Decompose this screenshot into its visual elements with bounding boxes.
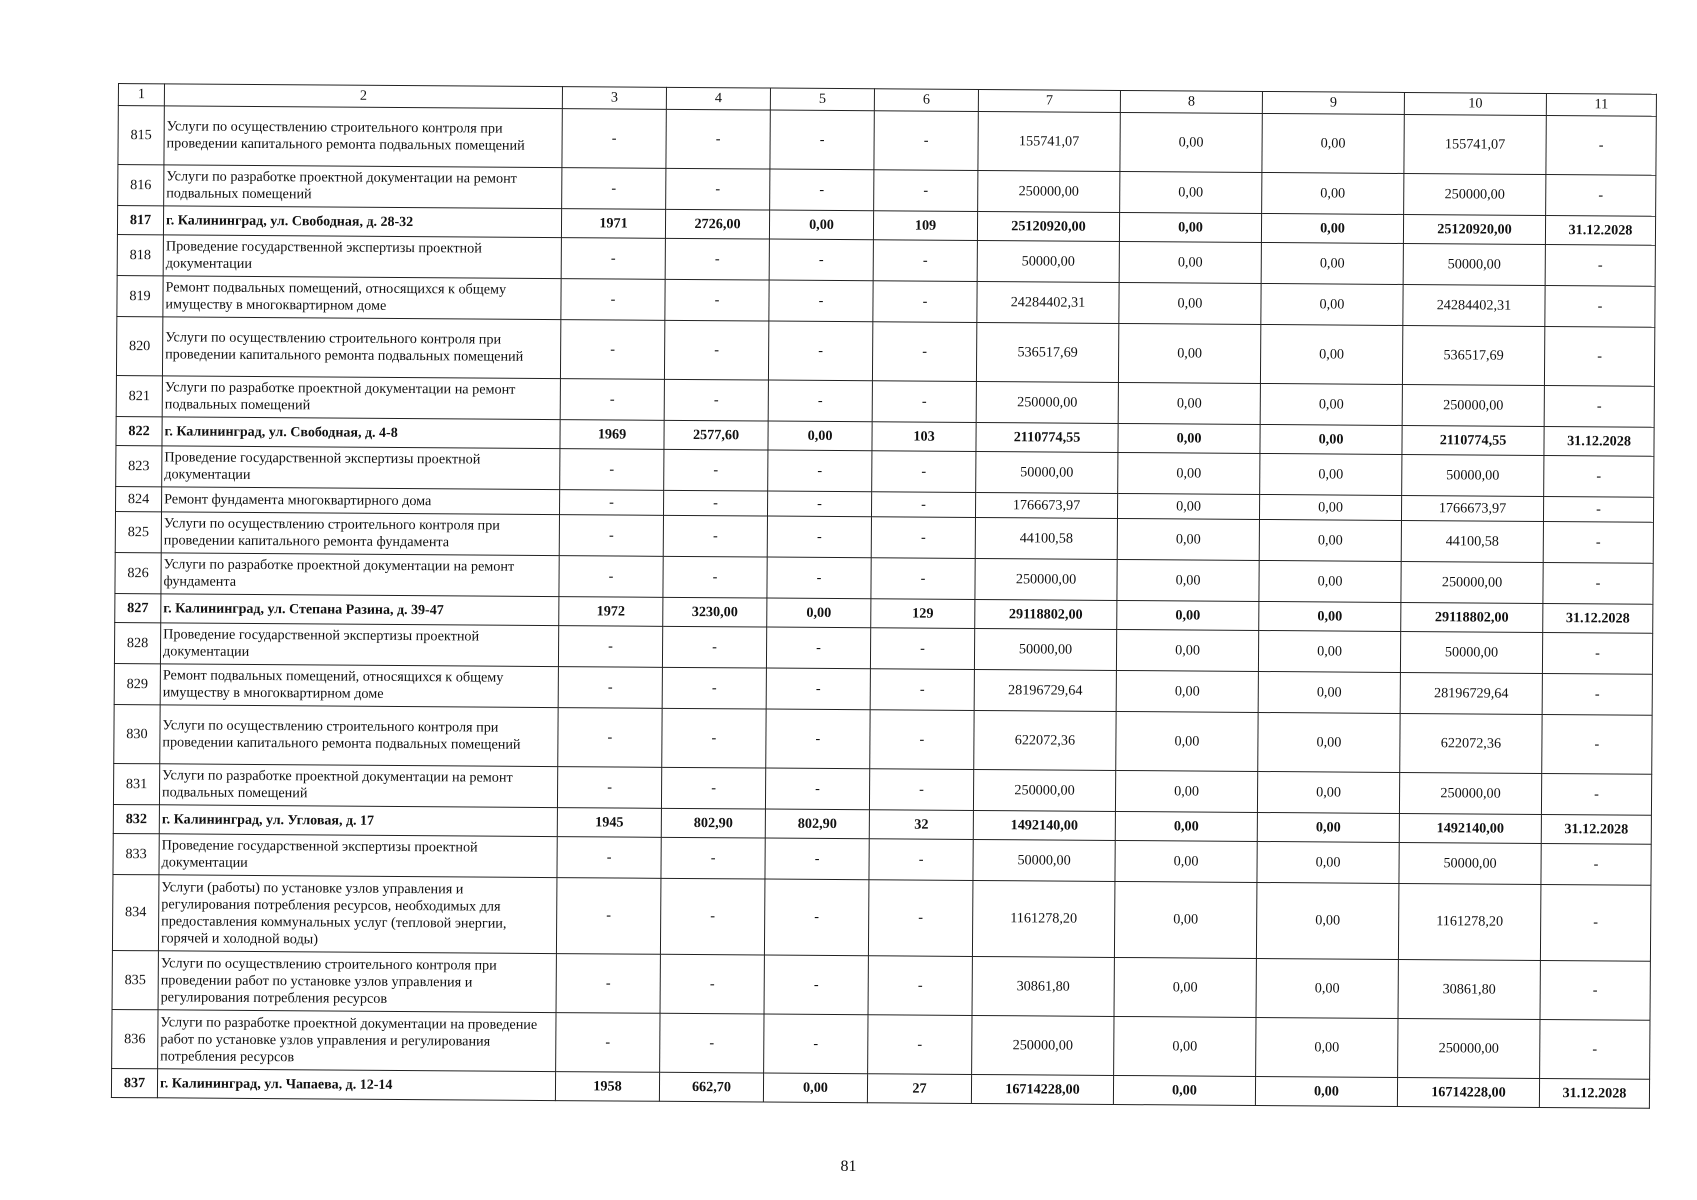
work-item-row bbox=[112, 1009, 1650, 1079]
fund-cost-cell: 0,00 bbox=[1116, 629, 1258, 671]
row-number-cell: 822 bbox=[116, 416, 162, 445]
total-cost-cell: 50000,00 bbox=[974, 628, 1116, 670]
total-area-cell: - bbox=[666, 109, 770, 169]
column-header: 11 bbox=[1546, 93, 1656, 116]
work-item-row bbox=[112, 950, 1650, 1020]
column-header: 8 bbox=[1120, 90, 1262, 113]
deadline-cell: - bbox=[1543, 562, 1653, 604]
row-number-cell: 821 bbox=[116, 375, 162, 416]
work-name-cell: Ремонт подвальных помещений, относящихся к общему имуществу в многоквартирном доме bbox=[160, 664, 558, 708]
row-number-cell: 819 bbox=[117, 275, 163, 316]
residents-count-cell: - bbox=[868, 1015, 972, 1075]
fund-cost-cell: 0,00 bbox=[1117, 518, 1259, 560]
budget-cost-cell: 0,00 bbox=[1255, 1076, 1397, 1106]
residential-area-cell: - bbox=[765, 768, 869, 810]
deadline-cell: - bbox=[1543, 521, 1653, 563]
document-sheet bbox=[111, 83, 1656, 1109]
residents-count-cell: 27 bbox=[867, 1074, 971, 1104]
residential-area-cell: 0,00 bbox=[768, 421, 872, 451]
residents-count-cell: - bbox=[868, 880, 973, 957]
owners-cost-cell: 50000,00 bbox=[1399, 842, 1541, 884]
fund-cost-cell: 0,00 bbox=[1118, 382, 1260, 424]
total-area-cell: - bbox=[665, 238, 769, 280]
fund-cost-cell: 0,00 bbox=[1115, 840, 1257, 882]
budget-cost-cell: 0,00 bbox=[1259, 601, 1401, 631]
owners-cost-cell: 24284402,31 bbox=[1403, 284, 1545, 326]
total-area-cell: - bbox=[664, 379, 768, 421]
total-cost-cell: 250000,00 bbox=[976, 382, 1118, 424]
work-name-cell: Услуги по осуществлению строительного контроля при проведении капитального ремонта подвальных помещений bbox=[160, 705, 558, 767]
owners-cost-cell: 250000,00 bbox=[1401, 561, 1543, 603]
fund-cost-cell: 0,00 bbox=[1120, 112, 1262, 172]
budget-cost-cell: 0,00 bbox=[1260, 324, 1402, 384]
total-area-cell: 802,90 bbox=[661, 808, 765, 838]
row-number-cell: 826 bbox=[115, 552, 161, 593]
budget-cost-cell: 0,00 bbox=[1257, 841, 1399, 883]
budget-cost-cell: 0,00 bbox=[1262, 172, 1404, 214]
budget-cost-cell: 0,00 bbox=[1257, 812, 1399, 842]
row-number-cell: 827 bbox=[115, 593, 161, 622]
year-built-cell: 1971 bbox=[561, 209, 665, 239]
residents-count-cell: - bbox=[868, 956, 972, 1016]
year-built-cell: 1972 bbox=[559, 597, 663, 627]
deadline-cell: - bbox=[1544, 326, 1654, 386]
work-item-row bbox=[114, 704, 1652, 774]
fund-cost-cell: 0,00 bbox=[1118, 452, 1260, 494]
residents-count-cell: - bbox=[873, 281, 977, 323]
deadline-cell: 31.12.2028 bbox=[1541, 814, 1651, 844]
work-name-cell: Ремонт фундамента многоквартирного дома bbox=[162, 487, 560, 515]
residential-area-cell: 0,00 bbox=[767, 598, 871, 628]
owners-cost-cell: 1161278,20 bbox=[1398, 883, 1541, 960]
residential-area-cell: 802,90 bbox=[765, 809, 869, 839]
total-area-cell: - bbox=[663, 515, 767, 557]
row-number-cell: 825 bbox=[115, 511, 161, 552]
budget-cost-cell: 0,00 bbox=[1260, 383, 1402, 425]
year-built-cell: 1958 bbox=[555, 1072, 659, 1102]
total-cost-cell: 1766673,97 bbox=[975, 492, 1117, 518]
owners-cost-cell: 250000,00 bbox=[1402, 384, 1544, 426]
total-cost-cell: 622072,36 bbox=[974, 710, 1116, 770]
budget-cost-cell: 0,00 bbox=[1258, 630, 1400, 672]
total-cost-cell: 155741,07 bbox=[978, 112, 1120, 172]
row-number-cell: 820 bbox=[116, 316, 162, 375]
total-cost-cell: 16714228,00 bbox=[971, 1074, 1113, 1104]
residents-count-cell: - bbox=[871, 517, 975, 559]
residential-area-cell: - bbox=[764, 955, 868, 1015]
year-built-cell: - bbox=[560, 320, 664, 380]
deadline-cell: 31.12.2028 bbox=[1545, 215, 1655, 245]
work-name-cell: г. Калининград, ул. Чапаева, д. 12-14 bbox=[157, 1069, 555, 1101]
column-header: 7 bbox=[978, 90, 1120, 113]
budget-cost-cell: 0,00 bbox=[1257, 771, 1399, 813]
total-area-cell: - bbox=[660, 878, 765, 955]
total-area-cell: 2726,00 bbox=[665, 209, 769, 239]
year-built-cell: - bbox=[557, 767, 661, 809]
row-number-cell: 836 bbox=[112, 1009, 158, 1068]
owners-cost-cell: 28196729,64 bbox=[1400, 672, 1542, 714]
owners-cost-cell: 16714228,00 bbox=[1397, 1077, 1539, 1107]
residential-area-cell: - bbox=[766, 627, 870, 669]
residents-count-cell: - bbox=[869, 839, 973, 881]
deadline-cell: - bbox=[1540, 960, 1650, 1020]
total-cost-cell: 1161278,20 bbox=[972, 880, 1115, 957]
row-number-cell: 837 bbox=[111, 1068, 157, 1097]
total-area-cell: 2577,60 bbox=[664, 420, 768, 450]
work-name-cell: Услуги по разработке проектной документации на ремонт подвальных помещений bbox=[164, 165, 562, 209]
row-number-cell: 818 bbox=[117, 234, 163, 275]
fund-cost-cell: 0,00 bbox=[1118, 323, 1260, 383]
column-header: 9 bbox=[1262, 91, 1404, 114]
owners-cost-cell: 50000,00 bbox=[1400, 631, 1542, 673]
work-name-cell: Услуги по разработке проектной документации на ремонт подвальных помещений bbox=[162, 376, 560, 420]
year-built-cell: - bbox=[557, 837, 661, 879]
deadline-cell: - bbox=[1543, 496, 1653, 522]
deadline-cell: - bbox=[1542, 673, 1652, 715]
total-area-cell: - bbox=[661, 837, 765, 879]
fund-cost-cell: 0,00 bbox=[1119, 212, 1261, 242]
owners-cost-cell: 155741,07 bbox=[1404, 114, 1546, 174]
residential-area-cell: 0,00 bbox=[763, 1073, 867, 1103]
residential-area-cell: - bbox=[766, 668, 870, 710]
year-built-cell: - bbox=[559, 556, 663, 598]
residential-area-cell: - bbox=[766, 709, 870, 769]
deadline-cell: 31.12.2028 bbox=[1539, 1078, 1649, 1108]
owners-cost-cell: 250000,00 bbox=[1404, 173, 1546, 215]
budget-cost-cell: 0,00 bbox=[1261, 283, 1403, 325]
fund-cost-cell: 0,00 bbox=[1117, 600, 1259, 630]
budget-cost-cell: 0,00 bbox=[1256, 882, 1399, 959]
owners-cost-cell: 2110774,55 bbox=[1402, 425, 1544, 455]
total-cost-cell: 50000,00 bbox=[977, 241, 1119, 283]
deadline-cell: - bbox=[1542, 632, 1652, 674]
budget-cost-cell: 0,00 bbox=[1262, 113, 1404, 173]
row-number-cell: 835 bbox=[112, 950, 158, 1009]
year-built-cell: - bbox=[562, 168, 666, 210]
deadline-cell: - bbox=[1540, 1019, 1650, 1079]
fund-cost-cell: 0,00 bbox=[1118, 423, 1260, 453]
residential-area-cell: - bbox=[769, 239, 873, 281]
fund-cost-cell: 0,00 bbox=[1115, 811, 1257, 841]
budget-cost-cell: 0,00 bbox=[1258, 671, 1400, 713]
total-area-cell: - bbox=[666, 168, 770, 210]
total-area-cell: - bbox=[664, 449, 768, 491]
fund-cost-cell: 0,00 bbox=[1119, 241, 1261, 283]
deadline-cell: 31.12.2028 bbox=[1543, 603, 1653, 633]
deadline-cell: - bbox=[1544, 455, 1654, 497]
year-built-cell: - bbox=[561, 279, 665, 321]
column-header: 6 bbox=[874, 89, 978, 112]
row-number-cell: 833 bbox=[113, 833, 159, 874]
column-header: 1 bbox=[118, 84, 164, 106]
row-number-cell: 828 bbox=[114, 622, 160, 663]
row-number-cell: 829 bbox=[114, 663, 160, 704]
deadline-cell: - bbox=[1541, 773, 1651, 815]
work-name-cell: Ремонт подвальных помещений, относящихся к общему имуществу в многоквартирном доме bbox=[163, 276, 561, 320]
work-name-cell: Проведение государственной экспертизы проектной документации bbox=[163, 235, 561, 279]
work-name-cell: Услуги по осуществлению строительного контроля при проведении капитального ремонта подвальных помещений bbox=[164, 106, 562, 168]
total-area-cell: - bbox=[660, 954, 764, 1014]
budget-cost-cell: 0,00 bbox=[1260, 453, 1402, 495]
residential-area-cell: - bbox=[764, 1014, 868, 1074]
total-area-cell: - bbox=[664, 320, 768, 380]
budget-cost-cell: 0,00 bbox=[1256, 958, 1398, 1018]
total-cost-cell: 29118802,00 bbox=[975, 599, 1117, 629]
residents-count-cell: 109 bbox=[873, 211, 977, 241]
work-name-cell: Услуги по разработке проектной документации на ремонт подвальных помещений bbox=[159, 764, 557, 808]
total-area-cell: 662,70 bbox=[659, 1072, 763, 1102]
fund-cost-cell: 0,00 bbox=[1114, 1016, 1256, 1076]
residential-area-cell: - bbox=[770, 110, 874, 170]
total-cost-cell: 250000,00 bbox=[975, 558, 1117, 600]
row-number-cell: 834 bbox=[112, 874, 159, 950]
residential-area-cell: - bbox=[770, 169, 874, 211]
year-built-cell: - bbox=[560, 379, 664, 421]
row-number-cell: 817 bbox=[117, 206, 163, 235]
budget-cost-cell: 0,00 bbox=[1259, 519, 1401, 561]
residents-count-cell: - bbox=[871, 492, 975, 518]
owners-cost-cell: 622072,36 bbox=[1400, 713, 1542, 773]
total-cost-cell: 44100,58 bbox=[975, 517, 1117, 559]
work-name-cell: г. Калининград, ул. Угловая, д. 17 bbox=[159, 805, 557, 837]
owners-cost-cell: 44100,58 bbox=[1401, 520, 1543, 562]
residents-count-cell: - bbox=[873, 240, 977, 282]
residents-count-cell: - bbox=[870, 710, 974, 770]
column-header: 5 bbox=[770, 88, 874, 111]
fund-cost-cell: 0,00 bbox=[1116, 670, 1258, 712]
residents-count-cell: - bbox=[874, 170, 978, 212]
total-area-cell: - bbox=[661, 767, 765, 809]
total-area-cell: - bbox=[665, 279, 769, 321]
year-built-cell: - bbox=[558, 708, 662, 768]
work-name-cell: Проведение государственной экспертизы проектной документации bbox=[159, 834, 557, 878]
residential-area-cell: - bbox=[767, 516, 871, 558]
owners-cost-cell: 1492140,00 bbox=[1399, 813, 1541, 843]
residents-count-cell: - bbox=[872, 381, 976, 423]
year-built-cell: - bbox=[558, 626, 662, 668]
residents-count-cell: - bbox=[874, 111, 978, 171]
residential-area-cell: - bbox=[768, 321, 872, 381]
work-name-cell: Услуги по осуществлению строительного контроля при проведении капитального ремонта подвальных помещений bbox=[162, 317, 560, 379]
budget-cost-cell: 0,00 bbox=[1260, 424, 1402, 454]
column-header: 3 bbox=[562, 87, 666, 110]
owners-cost-cell: 25120920,00 bbox=[1403, 214, 1545, 244]
fund-cost-cell: 0,00 bbox=[1114, 957, 1256, 1017]
total-cost-cell: 50000,00 bbox=[976, 451, 1118, 493]
owners-cost-cell: 536517,69 bbox=[1402, 325, 1544, 385]
page-number: 81 bbox=[840, 1158, 857, 1175]
year-built-cell: 1969 bbox=[560, 420, 664, 450]
total-cost-cell: 24284402,31 bbox=[977, 282, 1119, 324]
fund-cost-cell: 0,00 bbox=[1116, 711, 1258, 771]
budget-cost-cell: 0,00 bbox=[1259, 560, 1401, 602]
total-cost-cell: 2110774,55 bbox=[976, 422, 1118, 452]
residents-count-cell: 103 bbox=[872, 422, 976, 452]
year-built-cell: - bbox=[556, 1013, 660, 1073]
column-header: 10 bbox=[1404, 92, 1546, 115]
residents-count-cell: - bbox=[871, 558, 975, 600]
fund-cost-cell: 0,00 bbox=[1117, 493, 1259, 519]
total-area-cell: - bbox=[662, 626, 766, 668]
work-name-cell: г. Калининград, ул. Свободная, д. 4-8 bbox=[162, 417, 560, 449]
fund-cost-cell: 0,00 bbox=[1113, 1075, 1255, 1105]
year-built-cell: - bbox=[559, 490, 663, 516]
row-number-cell: 815 bbox=[118, 106, 164, 165]
work-item-row bbox=[118, 106, 1656, 176]
deadline-cell: - bbox=[1545, 285, 1655, 327]
total-area-cell: - bbox=[662, 708, 766, 768]
deadline-cell: - bbox=[1544, 385, 1654, 427]
year-built-cell: - bbox=[558, 667, 662, 709]
residential-area-cell: - bbox=[768, 450, 872, 492]
owners-cost-cell: 250000,00 bbox=[1399, 772, 1541, 814]
work-name-cell: г. Калининград, ул. Свободная, д. 28-32 bbox=[163, 206, 561, 238]
owners-cost-cell: 250000,00 bbox=[1398, 1018, 1540, 1078]
total-cost-cell: 536517,69 bbox=[976, 323, 1118, 383]
budget-cost-cell: 0,00 bbox=[1261, 213, 1403, 243]
work-name-cell: Услуги по разработке проектной документации на ремонт фундамента bbox=[161, 553, 559, 597]
residential-area-cell: - bbox=[768, 380, 872, 422]
residential-area-cell: 0,00 bbox=[769, 210, 873, 240]
residents-count-cell: 32 bbox=[869, 810, 973, 840]
budget-cost-cell: 0,00 bbox=[1261, 242, 1403, 284]
owners-cost-cell: 30861,80 bbox=[1398, 959, 1540, 1019]
total-area-cell: - bbox=[663, 490, 767, 516]
fund-cost-cell: 0,00 bbox=[1119, 282, 1261, 324]
owners-cost-cell: 50000,00 bbox=[1403, 243, 1545, 285]
row-number-cell: 824 bbox=[116, 486, 162, 511]
total-cost-cell: 30861,80 bbox=[972, 956, 1114, 1016]
residential-area-cell: - bbox=[769, 280, 873, 322]
repair-register-table bbox=[111, 83, 1657, 1109]
budget-cost-cell: 0,00 bbox=[1258, 712, 1400, 772]
residents-count-cell: - bbox=[872, 451, 976, 493]
work-item-row bbox=[112, 874, 1650, 961]
deadline-cell: - bbox=[1546, 115, 1656, 175]
year-built-cell: - bbox=[556, 878, 661, 955]
deadline-cell: 31.12.2028 bbox=[1544, 426, 1654, 456]
year-built-cell: 1945 bbox=[557, 808, 661, 838]
work-name-cell: Услуги по разработке проектной документации на проведение работ по установке узлов управления и регулирования потребления ресурсов bbox=[158, 1010, 556, 1072]
total-area-cell: - bbox=[660, 1013, 764, 1073]
deadline-cell: - bbox=[1546, 174, 1656, 216]
total-cost-cell: 25120920,00 bbox=[977, 212, 1119, 242]
fund-cost-cell: 0,00 bbox=[1114, 881, 1257, 958]
total-cost-cell: 250000,00 bbox=[972, 1015, 1114, 1075]
work-name-cell: Услуги (работы) по установке узлов управления и регулирования потребления ресурсов, необходимых для предоставления коммунальных услуг (тепловой энергии, горячей и холодной воды) bbox=[158, 875, 557, 954]
row-number-cell: 832 bbox=[113, 804, 159, 833]
row-number-cell: 823 bbox=[116, 445, 162, 486]
total-area-cell: 3230,00 bbox=[663, 597, 767, 627]
owners-cost-cell: 1766673,97 bbox=[1401, 495, 1543, 521]
deadline-cell: - bbox=[1545, 244, 1655, 286]
owners-cost-cell: 50000,00 bbox=[1402, 454, 1544, 496]
work-name-cell: Проведение государственной экспертизы проектной документации bbox=[162, 446, 560, 490]
total-cost-cell: 28196729,64 bbox=[974, 669, 1116, 711]
work-name-cell: г. Калининград, ул. Степана Разина, д. 39-47 bbox=[161, 594, 559, 626]
total-cost-cell: 1492140,00 bbox=[973, 810, 1115, 840]
total-area-cell: - bbox=[663, 556, 767, 598]
residential-area-cell: - bbox=[767, 491, 871, 517]
fund-cost-cell: 0,00 bbox=[1120, 171, 1262, 213]
year-built-cell: - bbox=[562, 109, 666, 169]
work-name-cell: Услуги по осуществлению строительного контроля при проведении работ по установке узлов управления и регулирования потребления ресурсов bbox=[158, 951, 556, 1013]
deadline-cell: - bbox=[1540, 884, 1651, 961]
total-cost-cell: 250000,00 bbox=[973, 769, 1115, 811]
residential-area-cell: - bbox=[767, 557, 871, 599]
year-built-cell: - bbox=[556, 954, 660, 1014]
work-name-cell: Проведение государственной экспертизы проектной документации bbox=[160, 623, 558, 667]
year-built-cell: - bbox=[559, 515, 663, 557]
residents-count-cell: - bbox=[869, 769, 973, 811]
year-built-cell: - bbox=[560, 449, 664, 491]
deadline-cell: - bbox=[1542, 714, 1652, 774]
residents-count-cell: - bbox=[872, 322, 976, 382]
column-header: 4 bbox=[666, 87, 770, 110]
residents-count-cell: - bbox=[870, 628, 974, 670]
year-built-cell: - bbox=[561, 238, 665, 280]
total-cost-cell: 250000,00 bbox=[978, 171, 1120, 213]
residents-count-cell: 129 bbox=[871, 599, 975, 629]
residents-count-cell: - bbox=[870, 669, 974, 711]
column-header: 2 bbox=[164, 84, 562, 109]
total-cost-cell: 50000,00 bbox=[973, 839, 1115, 881]
row-number-cell: 816 bbox=[118, 165, 164, 206]
fund-cost-cell: 0,00 bbox=[1115, 770, 1257, 812]
row-number-cell: 830 bbox=[114, 704, 160, 763]
row-number-cell: 831 bbox=[113, 763, 159, 804]
budget-cost-cell: 0,00 bbox=[1259, 494, 1401, 520]
work-item-row bbox=[116, 316, 1654, 386]
owners-cost-cell: 29118802,00 bbox=[1401, 602, 1543, 632]
total-area-cell: - bbox=[662, 667, 766, 709]
deadline-cell: - bbox=[1541, 843, 1651, 885]
residential-area-cell: - bbox=[764, 879, 869, 956]
fund-cost-cell: 0,00 bbox=[1117, 559, 1259, 601]
work-name-cell: Услуги по осуществлению строительного контроля при проведении капитального ремонта фундамента bbox=[161, 512, 559, 556]
residential-area-cell: - bbox=[765, 838, 869, 880]
budget-cost-cell: 0,00 bbox=[1256, 1017, 1398, 1077]
